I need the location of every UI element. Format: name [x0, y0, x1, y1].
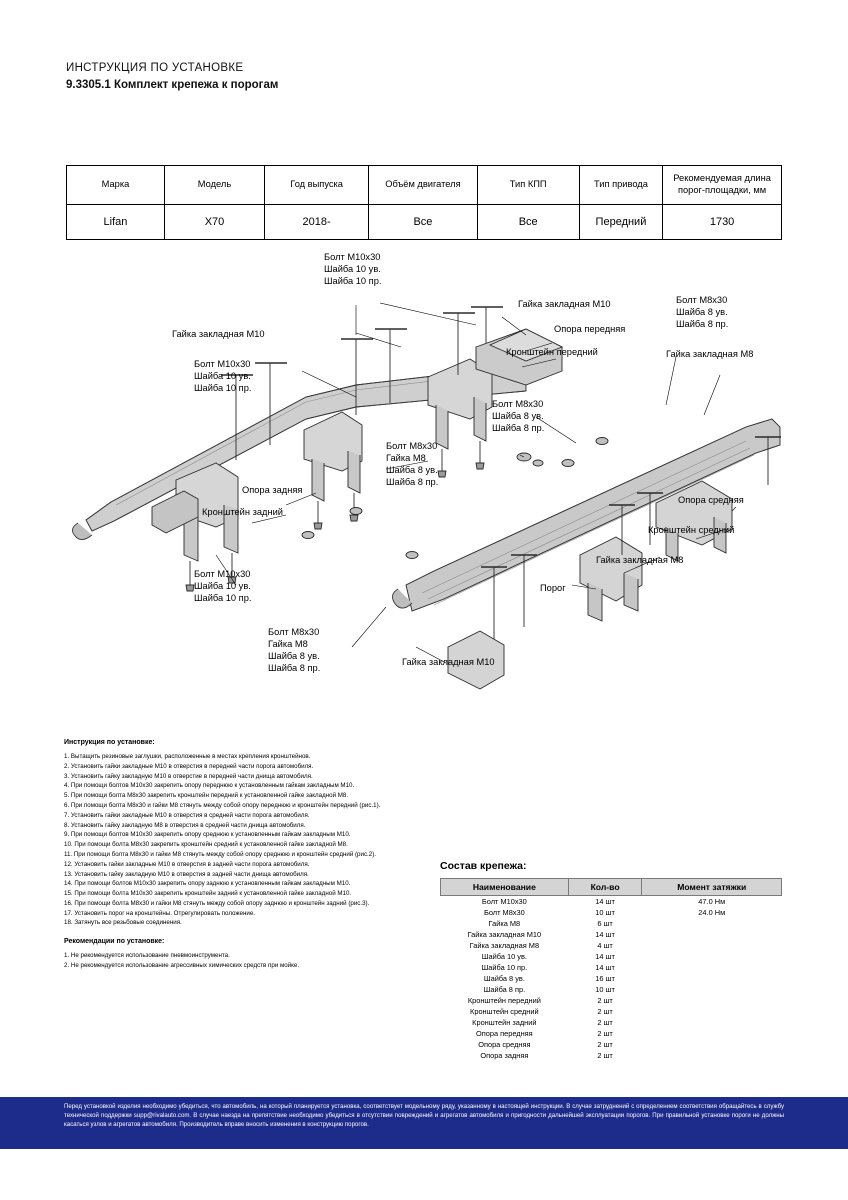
instruction-step: 5. При помощи болта М8х30 закрепить кронштейн передний к установленной гайке закладной М8. — [64, 792, 349, 800]
callout-bolt-m10x30-bottom: Болт М10х30 Шайба 10 ув. Шайба 10 пр. — [194, 569, 252, 603]
part-name: Кронштейн передний — [467, 996, 541, 1005]
part-name: Опора средняя — [478, 1040, 531, 1049]
document-kicker: ИНСТРУКЦИЯ ПО УСТАНОВКЕ — [66, 62, 244, 74]
instruction-step: 18. Затянуть все резьбовые соединения. — [64, 919, 182, 927]
parts-table-header-row — [441, 879, 782, 896]
table-row — [441, 929, 782, 940]
table-row — [441, 1017, 782, 1028]
parts-header-name: Наименование — [441, 879, 569, 896]
spec-table-header-row — [67, 166, 782, 205]
part-qty: 14 шт — [595, 963, 615, 972]
instruction-step: 14. При помощи болтов М10х30 закрепить опору заднюю к установленным гайкам закладным М10. — [64, 880, 351, 888]
table-row — [441, 1006, 782, 1017]
spec-value-length: 1730 — [663, 205, 782, 240]
instruction-step: 9. При помощи болтов М10х30 закрепить опору среднюю к установленным гайкам закладным М10. — [64, 831, 351, 839]
instruction-step: 6. При помощи болта М8х30 и гайки М8 стянуть между собой опору переднюю и кронштейн передний (рис.1). — [64, 801, 381, 809]
part-qty: 2 шт — [597, 1040, 613, 1049]
callout-rear-bracket: Кронштейн задний — [202, 507, 283, 517]
part-name: Кронштейн задний — [472, 1018, 537, 1027]
part-torque — [642, 1050, 782, 1061]
spec-value-transmission: Все — [477, 205, 579, 240]
page-header — [66, 62, 666, 91]
callout-side-step: Порог — [540, 583, 566, 593]
part-torque — [642, 984, 782, 995]
part-name: Шайба 8 пр. — [483, 985, 526, 994]
callout-nut-m10-b: Гайка закладная М10 — [172, 329, 265, 339]
spec-header-length: Рекомендуемая длина порог-площадки, мм — [663, 166, 782, 205]
warning-text: Перед установкой изделия необходимо убедиться, что автомобиль, на который планируется установка, соответствует модельному ряду, указанному в настоящей инструкции. В случае затруднений с определением соответствия обращайтесь в службу технической поддержки supp@rivalauto.com. В случае наезда на препятствие необходимо убедиться в отсутствии повреждений и агрегатов автомобиля и пригодности дальнейшей эксплуатации порогов. При правильной установке пороги не должны касаться узлов и агрегатов автомобиля. Производитель вправе вносить изменения в конструкцию порогов. — [64, 1103, 784, 1128]
callout-nut-m8-right: Гайка закладная М8 — [666, 349, 754, 359]
callout-front-support: Опора передняя — [554, 324, 626, 334]
part-torque — [642, 918, 782, 929]
part-qty: 10 шт — [595, 985, 615, 994]
part-name: Болт М10х30 — [481, 897, 527, 906]
table-row — [441, 1028, 782, 1039]
callout-bolt-m8x30-nut-m8-left: Болт М8х30 Гайка М8 Шайба 8 ув. Шайба 8 пр. — [386, 441, 439, 487]
part-torque — [642, 962, 782, 973]
parts-table — [440, 878, 782, 1061]
part-qty: 14 шт — [595, 952, 615, 961]
part-name: Шайба 10 ув. — [481, 952, 527, 961]
part-torque — [642, 995, 782, 1006]
instruction-step: 2. Установить гайки закладные М10 в отверстия в передней части порога автомобиля. — [64, 762, 314, 770]
part-qty: 2 шт — [597, 1029, 613, 1038]
vehicle-spec-table — [66, 165, 782, 240]
callout-middle-bracket: Кронштейн средний — [648, 525, 735, 535]
part-name: Гайка М8 — [488, 919, 521, 928]
recommendation-item: 2. Не рекомендуется использование агрессивных химических средств при мойке. — [64, 962, 300, 970]
part-name: Опора задняя — [480, 1051, 529, 1060]
part-torque — [642, 973, 782, 984]
part-qty: 14 шт — [595, 897, 615, 906]
parts-list-title: Состав крепежа: — [440, 860, 527, 872]
part-torque — [642, 1028, 782, 1039]
instruction-step: 8. Установить гайку закладную М8 в отверстия в средней части днища автомобиля. — [64, 821, 306, 829]
part-qty: 6 шт — [597, 919, 613, 928]
spec-header-transmission: Тип КПП — [477, 166, 579, 205]
callout-rear-support: Опора задняя — [242, 485, 303, 495]
instruction-step: 3. Установить гайку закладную М10 в отверстие в передней части днища автомобиля. — [64, 772, 313, 780]
part-qty: 16 шт — [595, 974, 615, 983]
spec-value-brand: Lifan — [67, 205, 165, 240]
table-row — [441, 940, 782, 951]
part-qty: 2 шт — [597, 1007, 613, 1016]
recommendations-title: Рекомендации по установке: — [64, 938, 165, 946]
instruction-step: 15. При помощи болта М10х30 закрепить кронштейн задний к установленной гайке закладной М10. — [64, 890, 352, 898]
table-row — [441, 951, 782, 962]
parts-list-section — [440, 860, 782, 1061]
part-torque — [642, 1039, 782, 1050]
part-name: Кронштейн средний — [470, 1007, 539, 1016]
part-name: Гайка закладная М10 — [467, 930, 542, 939]
instructions-title: Инструкция по установке: — [64, 739, 155, 746]
part-qty: 10 шт — [595, 908, 615, 917]
parts-header-qty: Кол-во — [568, 879, 642, 896]
part-name: Гайка закладная М8 — [469, 941, 540, 950]
instruction-step: 4. При помощи болтов М10х30 закрепить опору переднюю к установленным гайкам закладным М10. — [64, 782, 355, 790]
table-row — [441, 896, 782, 908]
spec-header-year: Год выпуска — [265, 166, 369, 205]
instruction-step: 7. Установить гайки закладные М10 в отверстия в средней части порога автомобиля. — [64, 811, 310, 819]
instruction-step: 16. При помощи болта М8х30 и гайки М8 стянуть между собой опору заднюю и кронштейн задний (рис.3). — [64, 899, 370, 907]
callout-bolt-m8x30-mid: Болт М8х30 Шайба 8 ув. Шайба 8 пр. — [492, 399, 545, 433]
part-torque: 47.0 Нм — [698, 897, 726, 906]
table-row — [441, 984, 782, 995]
table-row — [441, 907, 782, 918]
part-torque — [642, 940, 782, 951]
part-name: Шайба 8 ув. — [483, 974, 525, 983]
callout-bolt-m8x30-topright: Болт М8х30 Шайба 8 ув. Шайба 8 пр. — [676, 295, 729, 329]
spec-table-value-row — [67, 205, 782, 240]
part-torque — [642, 1006, 782, 1017]
part-torque — [642, 929, 782, 940]
part-torque: 24.0 Нм — [698, 908, 726, 917]
table-row — [441, 995, 782, 1006]
exploded-assembly-diagram — [56, 252, 796, 705]
callout-bolt-m10x30-left: Болт М10х30 Шайба 10 ув. Шайба 10 пр. — [194, 359, 252, 393]
instruction-step: 17. Установить порог на кронштейны. Отрегулировать положение. — [64, 909, 255, 917]
callout-nut-m8-mid: Гайка закладная М8 — [596, 555, 684, 565]
spec-header-engine: Объём двигателя — [369, 166, 477, 205]
callout-bolt-m8x30-nut-m8-bottom: Болт М8х30 Гайка М8 Шайба 8 ув. Шайба 8 пр. — [268, 627, 321, 673]
spec-header-model: Модель — [164, 166, 264, 205]
parts-header-torque: Момент затяжки — [642, 879, 782, 896]
callout-nut-m10-bottom: Гайка закладная М10 — [402, 657, 495, 667]
part-qty: 4 шт — [597, 941, 613, 950]
part-qty: 2 шт — [597, 1051, 613, 1060]
instruction-step: 13. Установить гайку закладную М10 в отверстия в задней части днища автомобиля. — [64, 870, 309, 878]
part-qty: 2 шт — [597, 996, 613, 1005]
instruction-step: 12. Установить гайки закладные М10 в отверстия в задней части порога автомобиля. — [64, 860, 310, 868]
part-name: Шайба 10 пр. — [481, 963, 528, 972]
part-qty: 14 шт — [595, 930, 615, 939]
instruction-step: 1. Вытащить резиновые заглушки, расположенные в местах крепления кронштейнов. — [64, 752, 311, 760]
table-row — [441, 1050, 782, 1061]
table-row — [441, 918, 782, 929]
part-qty: 2 шт — [597, 1018, 613, 1027]
warning-banner — [0, 1097, 848, 1149]
part-name: Опора передняя — [475, 1029, 533, 1038]
callout-nut-m10-a: Гайка закладная М10 — [518, 299, 611, 309]
instruction-step: 10. При помощи болта М8х30 закрепить кронштейн средний к установленной гайке закладной М8. — [64, 841, 348, 849]
recommendation-item: 1. Не рекомендуется использование пневмоинструмента. — [64, 952, 230, 960]
table-row — [441, 962, 782, 973]
spec-value-year: 2018- — [265, 205, 369, 240]
table-row — [441, 1039, 782, 1050]
callout-front-bracket: Кронштейн передний — [506, 347, 598, 357]
part-torque — [642, 1017, 782, 1028]
instruction-step: 11. При помощи болта М8х30 и гайки М8 стянуть между собой опору среднюю и кронштейн средний (рис.2). — [64, 850, 376, 858]
callout-middle-support: Опора средняя — [678, 495, 744, 505]
spec-header-brand: Марка — [67, 166, 165, 205]
table-row — [441, 973, 782, 984]
spec-header-drive: Тип привода — [579, 166, 662, 205]
part-torque — [642, 951, 782, 962]
spec-value-drive: Передний — [579, 205, 662, 240]
page-title: 9.3305.1 Комплект крепежа к порогам — [66, 79, 279, 91]
installation-instructions — [64, 738, 436, 972]
callout-bolt-m10x30-top: Болт М10х30 Шайба 10 ув. Шайба 10 пр. — [324, 252, 382, 286]
part-name: Болт М8х30 — [483, 908, 525, 917]
spec-value-engine: Все — [369, 205, 477, 240]
spec-value-model: X70 — [164, 205, 264, 240]
